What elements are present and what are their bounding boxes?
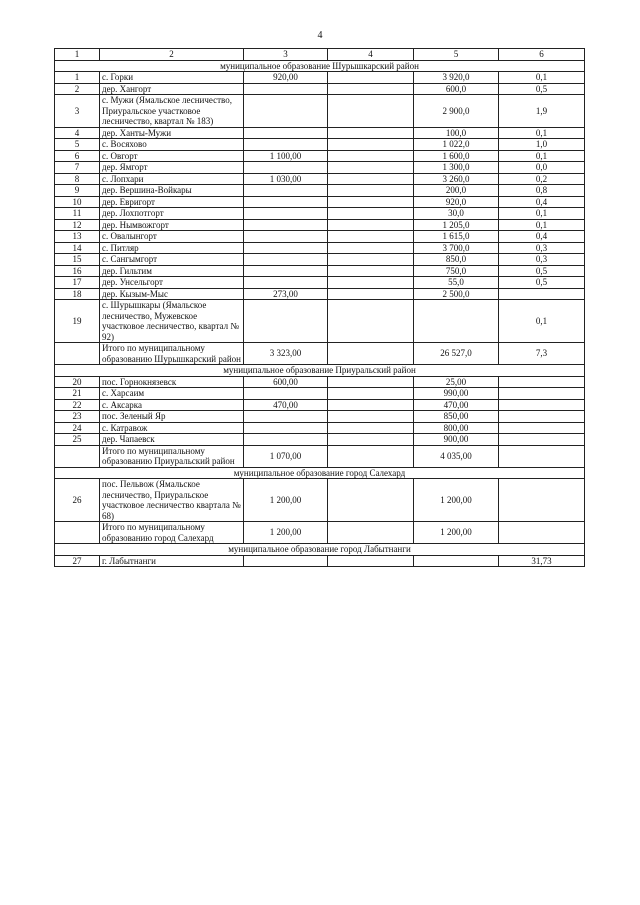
table-row — [55, 242, 585, 254]
row-number-cell: 13 — [55, 231, 100, 243]
settlement-name-cell: дер. Чапаевск — [100, 434, 244, 446]
row-number-cell: 16 — [55, 265, 100, 277]
column-3-cell — [244, 411, 328, 423]
table-row — [55, 231, 585, 243]
column-6-cell: 0,4 — [499, 196, 585, 208]
settlement-name-cell: с. Восяхово — [100, 139, 244, 151]
row-number-cell: 8 — [55, 173, 100, 185]
column-6-cell: 1,0 — [499, 139, 585, 151]
column-4-cell — [328, 95, 414, 128]
column-4-cell — [328, 196, 414, 208]
column-5-cell: 30,0 — [414, 208, 499, 220]
column-4-cell — [328, 277, 414, 289]
column-5-cell: 920,0 — [414, 196, 499, 208]
settlement-name-cell: с. Катравож — [100, 422, 244, 434]
column-5-cell: 850,0 — [414, 254, 499, 266]
column-5-cell: 1 615,0 — [414, 231, 499, 243]
column-5-cell: 25,00 — [414, 376, 499, 388]
table-row — [55, 127, 585, 139]
column-6-cell: 0,1 — [499, 300, 585, 343]
column-4-cell — [328, 376, 414, 388]
section-header-row — [55, 544, 585, 556]
column-4-cell — [328, 173, 414, 185]
section-title: муниципальное образование город Лабытнанги — [55, 544, 585, 556]
column-4-cell — [328, 185, 414, 197]
column-3-cell — [244, 95, 328, 128]
section-title: муниципальное образование Приуральский район — [55, 365, 585, 377]
row-number-cell: 17 — [55, 277, 100, 289]
column-5-cell: 1 300,0 — [414, 162, 499, 174]
column-4-cell — [328, 139, 414, 151]
column-6-cell: 0,3 — [499, 242, 585, 254]
column-3-cell: 600,00 — [244, 376, 328, 388]
column-4-cell — [328, 219, 414, 231]
table-row — [55, 72, 585, 84]
table-row — [55, 208, 585, 220]
column-6-cell — [499, 434, 585, 446]
row-number-cell: 25 — [55, 434, 100, 446]
column-3-cell — [244, 127, 328, 139]
row-number-cell: 14 — [55, 242, 100, 254]
section-title: муниципальное образование город Салехард — [55, 467, 585, 479]
column-4-cell — [328, 479, 414, 522]
column-header: 2 — [100, 49, 244, 61]
table-row — [55, 288, 585, 300]
column-3-cell: 1 100,00 — [244, 150, 328, 162]
column-4-cell — [328, 83, 414, 95]
settlement-name-cell: дер. Гильтим — [100, 265, 244, 277]
column-6-cell: 0,4 — [499, 231, 585, 243]
row-number-cell: 18 — [55, 288, 100, 300]
row-number-cell: 27 — [55, 555, 100, 567]
column-3-cell — [244, 388, 328, 400]
table-row — [55, 277, 585, 289]
column-6-cell: 0,5 — [499, 265, 585, 277]
column-3-cell — [244, 277, 328, 289]
settlement-name-cell: дер. Ямгорт — [100, 162, 244, 174]
column-6-cell: 0,1 — [499, 72, 585, 84]
column-header: 5 — [414, 49, 499, 61]
column-4-cell — [328, 265, 414, 277]
table-row — [55, 265, 585, 277]
column-5-cell: 55,0 — [414, 277, 499, 289]
column-6-cell — [499, 445, 585, 467]
column-3-cell — [244, 162, 328, 174]
column-5-cell: 4 035,00 — [414, 445, 499, 467]
row-number-cell: 26 — [55, 479, 100, 522]
column-4-cell — [328, 343, 414, 365]
column-header: 1 — [55, 49, 100, 61]
column-5-cell: 990,00 — [414, 388, 499, 400]
settlement-name-cell: с. Аксарка — [100, 399, 244, 411]
settlement-name-cell: с. Лопхари — [100, 173, 244, 185]
row-number-cell: 7 — [55, 162, 100, 174]
row-number-cell: 22 — [55, 399, 100, 411]
column-5-cell: 750,0 — [414, 265, 499, 277]
column-4-cell — [328, 522, 414, 544]
column-6-cell: 0,5 — [499, 83, 585, 95]
column-3-cell: 1 030,00 — [244, 173, 328, 185]
column-4-cell — [328, 254, 414, 266]
column-4-cell — [328, 445, 414, 467]
row-number-cell: 4 — [55, 127, 100, 139]
column-3-cell — [244, 185, 328, 197]
column-3-cell: 920,00 — [244, 72, 328, 84]
row-number-cell: 5 — [55, 139, 100, 151]
data-table — [54, 48, 585, 567]
column-5-cell: 600,0 — [414, 83, 499, 95]
total-row — [55, 343, 585, 365]
column-4-cell — [328, 208, 414, 220]
table-row — [55, 411, 585, 423]
row-number-cell — [55, 445, 100, 467]
column-6-cell — [499, 411, 585, 423]
section-header-row — [55, 467, 585, 479]
row-number-cell: 20 — [55, 376, 100, 388]
settlement-name-cell: пос. Зеленый Яр — [100, 411, 244, 423]
column-5-cell — [414, 555, 499, 567]
table-row — [55, 254, 585, 266]
column-header: 6 — [499, 49, 585, 61]
column-3-cell: 3 323,00 — [244, 343, 328, 365]
column-3-cell — [244, 231, 328, 243]
column-4-cell — [328, 288, 414, 300]
settlement-name-cell: с. Овалынгорт — [100, 231, 244, 243]
table-row — [55, 388, 585, 400]
row-number-cell: 10 — [55, 196, 100, 208]
column-4-cell — [328, 399, 414, 411]
row-number-cell: 23 — [55, 411, 100, 423]
section-header-row — [55, 60, 585, 72]
settlement-name-cell: г. Лабытнанги — [100, 555, 244, 567]
column-4-cell — [328, 434, 414, 446]
row-number-cell: 11 — [55, 208, 100, 220]
settlement-name-cell: с. Шурышкары (Ямальское лесничество, Мужевское участковое лесничество, квартал № 92) — [100, 300, 244, 343]
total-row — [55, 522, 585, 544]
table-row — [55, 95, 585, 128]
column-6-cell — [499, 388, 585, 400]
column-6-cell — [499, 479, 585, 522]
column-6-cell — [499, 399, 585, 411]
column-5-cell: 900,00 — [414, 434, 499, 446]
column-5-cell: 100,0 — [414, 127, 499, 139]
table-row — [55, 422, 585, 434]
column-5-cell: 470,00 — [414, 399, 499, 411]
row-number-cell — [55, 343, 100, 365]
column-6-cell: 31,73 — [499, 555, 585, 567]
settlement-name-cell: пос. Пельвож (Ямальское лесничество, Приуральское участковое лесничество квартала № 68) — [100, 479, 244, 522]
row-number-cell: 9 — [55, 185, 100, 197]
settlement-name-cell: пос. Горнокнязевск — [100, 376, 244, 388]
column-6-cell — [499, 376, 585, 388]
column-5-cell: 26 527,0 — [414, 343, 499, 365]
column-4-cell — [328, 555, 414, 567]
column-6-cell: 0,0 — [499, 162, 585, 174]
column-4-cell — [328, 300, 414, 343]
column-5-cell: 3 920,0 — [414, 72, 499, 84]
column-5-cell: 850,00 — [414, 411, 499, 423]
column-6-cell: 0,3 — [499, 254, 585, 266]
settlement-name-cell: дер. Евригорт — [100, 196, 244, 208]
column-3-cell — [244, 555, 328, 567]
table-row — [55, 479, 585, 522]
column-3-cell: 273,00 — [244, 288, 328, 300]
settlement-name-cell: дер. Хангорт — [100, 83, 244, 95]
column-6-cell: 1,9 — [499, 95, 585, 128]
column-6-cell — [499, 522, 585, 544]
column-3-cell — [244, 265, 328, 277]
settlement-name-cell: с. Мужи (Ямальское лесничество, Приуральское участковое лесничество, квартал № 183) — [100, 95, 244, 128]
row-number-cell: 24 — [55, 422, 100, 434]
table-row — [55, 150, 585, 162]
section-header-row — [55, 365, 585, 377]
column-5-cell — [414, 300, 499, 343]
column-5-cell: 1 022,0 — [414, 139, 499, 151]
table-row — [55, 162, 585, 174]
column-header-row — [55, 49, 585, 61]
row-number-cell: 3 — [55, 95, 100, 128]
row-number-cell: 6 — [55, 150, 100, 162]
column-3-cell — [244, 208, 328, 220]
table-row — [55, 196, 585, 208]
settlement-name-cell: дер. Лохпотгорт — [100, 208, 244, 220]
settlement-name-cell: дер. Кызым-Мыс — [100, 288, 244, 300]
column-6-cell: 7,3 — [499, 343, 585, 365]
column-4-cell — [328, 388, 414, 400]
column-6-cell: 0,5 — [499, 277, 585, 289]
column-6-cell: 0,2 — [499, 173, 585, 185]
column-header: 3 — [244, 49, 328, 61]
column-3-cell — [244, 242, 328, 254]
settlement-name-cell: Итого по муниципальному образованию Шурышкарский район — [100, 343, 244, 365]
column-4-cell — [328, 422, 414, 434]
row-number-cell: 21 — [55, 388, 100, 400]
column-6-cell: 0,1 — [499, 219, 585, 231]
settlement-name-cell: с. Питляр — [100, 242, 244, 254]
column-3-cell — [244, 434, 328, 446]
column-4-cell — [328, 127, 414, 139]
column-6-cell: 0,1 — [499, 208, 585, 220]
column-5-cell: 1 205,0 — [414, 219, 499, 231]
settlement-name-cell: с. Сангымгорт — [100, 254, 244, 266]
column-5-cell: 1 600,0 — [414, 150, 499, 162]
column-4-cell — [328, 231, 414, 243]
column-6-cell: 0,8 — [499, 185, 585, 197]
table-row — [55, 139, 585, 151]
table-row — [55, 555, 585, 567]
settlement-name-cell: дер. Вершина-Войкары — [100, 185, 244, 197]
column-3-cell: 1 200,00 — [244, 479, 328, 522]
column-4-cell — [328, 72, 414, 84]
table-row — [55, 300, 585, 343]
table-row — [55, 185, 585, 197]
column-3-cell — [244, 254, 328, 266]
column-3-cell — [244, 300, 328, 343]
column-6-cell: 0,1 — [499, 150, 585, 162]
row-number-cell: 2 — [55, 83, 100, 95]
row-number-cell: 15 — [55, 254, 100, 266]
column-3-cell: 470,00 — [244, 399, 328, 411]
settlement-name-cell: с. Харсаим — [100, 388, 244, 400]
column-3-cell — [244, 196, 328, 208]
total-row — [55, 445, 585, 467]
page-number: 4 — [317, 30, 323, 41]
column-6-cell — [499, 422, 585, 434]
column-5-cell: 1 200,00 — [414, 522, 499, 544]
column-5-cell: 2 500,0 — [414, 288, 499, 300]
settlement-name-cell: дер. Ханты-Мужи — [100, 127, 244, 139]
settlement-name-cell: дер. Нымвожгорт — [100, 219, 244, 231]
settlement-name-cell: Итого по муниципальному образованию Приуральский район — [100, 445, 244, 467]
row-number-cell: 19 — [55, 300, 100, 343]
row-number-cell: 12 — [55, 219, 100, 231]
column-4-cell — [328, 162, 414, 174]
column-4-cell — [328, 150, 414, 162]
column-5-cell: 3 260,0 — [414, 173, 499, 185]
settlement-name-cell: с. Овгорт — [100, 150, 244, 162]
column-5-cell: 3 700,0 — [414, 242, 499, 254]
table-row — [55, 399, 585, 411]
section-title: муниципальное образование Шурышкарский район — [55, 60, 585, 72]
column-5-cell: 200,0 — [414, 185, 499, 197]
column-5-cell: 2 900,0 — [414, 95, 499, 128]
table-row — [55, 219, 585, 231]
column-6-cell — [499, 288, 585, 300]
column-4-cell — [328, 411, 414, 423]
column-header: 4 — [328, 49, 414, 61]
settlement-name-cell: с. Горки — [100, 72, 244, 84]
row-number-cell: 1 — [55, 72, 100, 84]
column-5-cell: 800,00 — [414, 422, 499, 434]
column-5-cell: 1 200,00 — [414, 479, 499, 522]
column-4-cell — [328, 242, 414, 254]
column-3-cell — [244, 83, 328, 95]
column-3-cell — [244, 422, 328, 434]
column-3-cell: 1 070,00 — [244, 445, 328, 467]
column-3-cell: 1 200,00 — [244, 522, 328, 544]
table-row — [55, 376, 585, 388]
settlement-name-cell: дер. Унсельгорт — [100, 277, 244, 289]
table-row — [55, 434, 585, 446]
column-3-cell — [244, 219, 328, 231]
table-row — [55, 173, 585, 185]
column-3-cell — [244, 139, 328, 151]
table-row — [55, 83, 585, 95]
settlement-name-cell: Итого по муниципальному образованию город Салехард — [100, 522, 244, 544]
column-6-cell: 0,1 — [499, 127, 585, 139]
row-number-cell — [55, 522, 100, 544]
